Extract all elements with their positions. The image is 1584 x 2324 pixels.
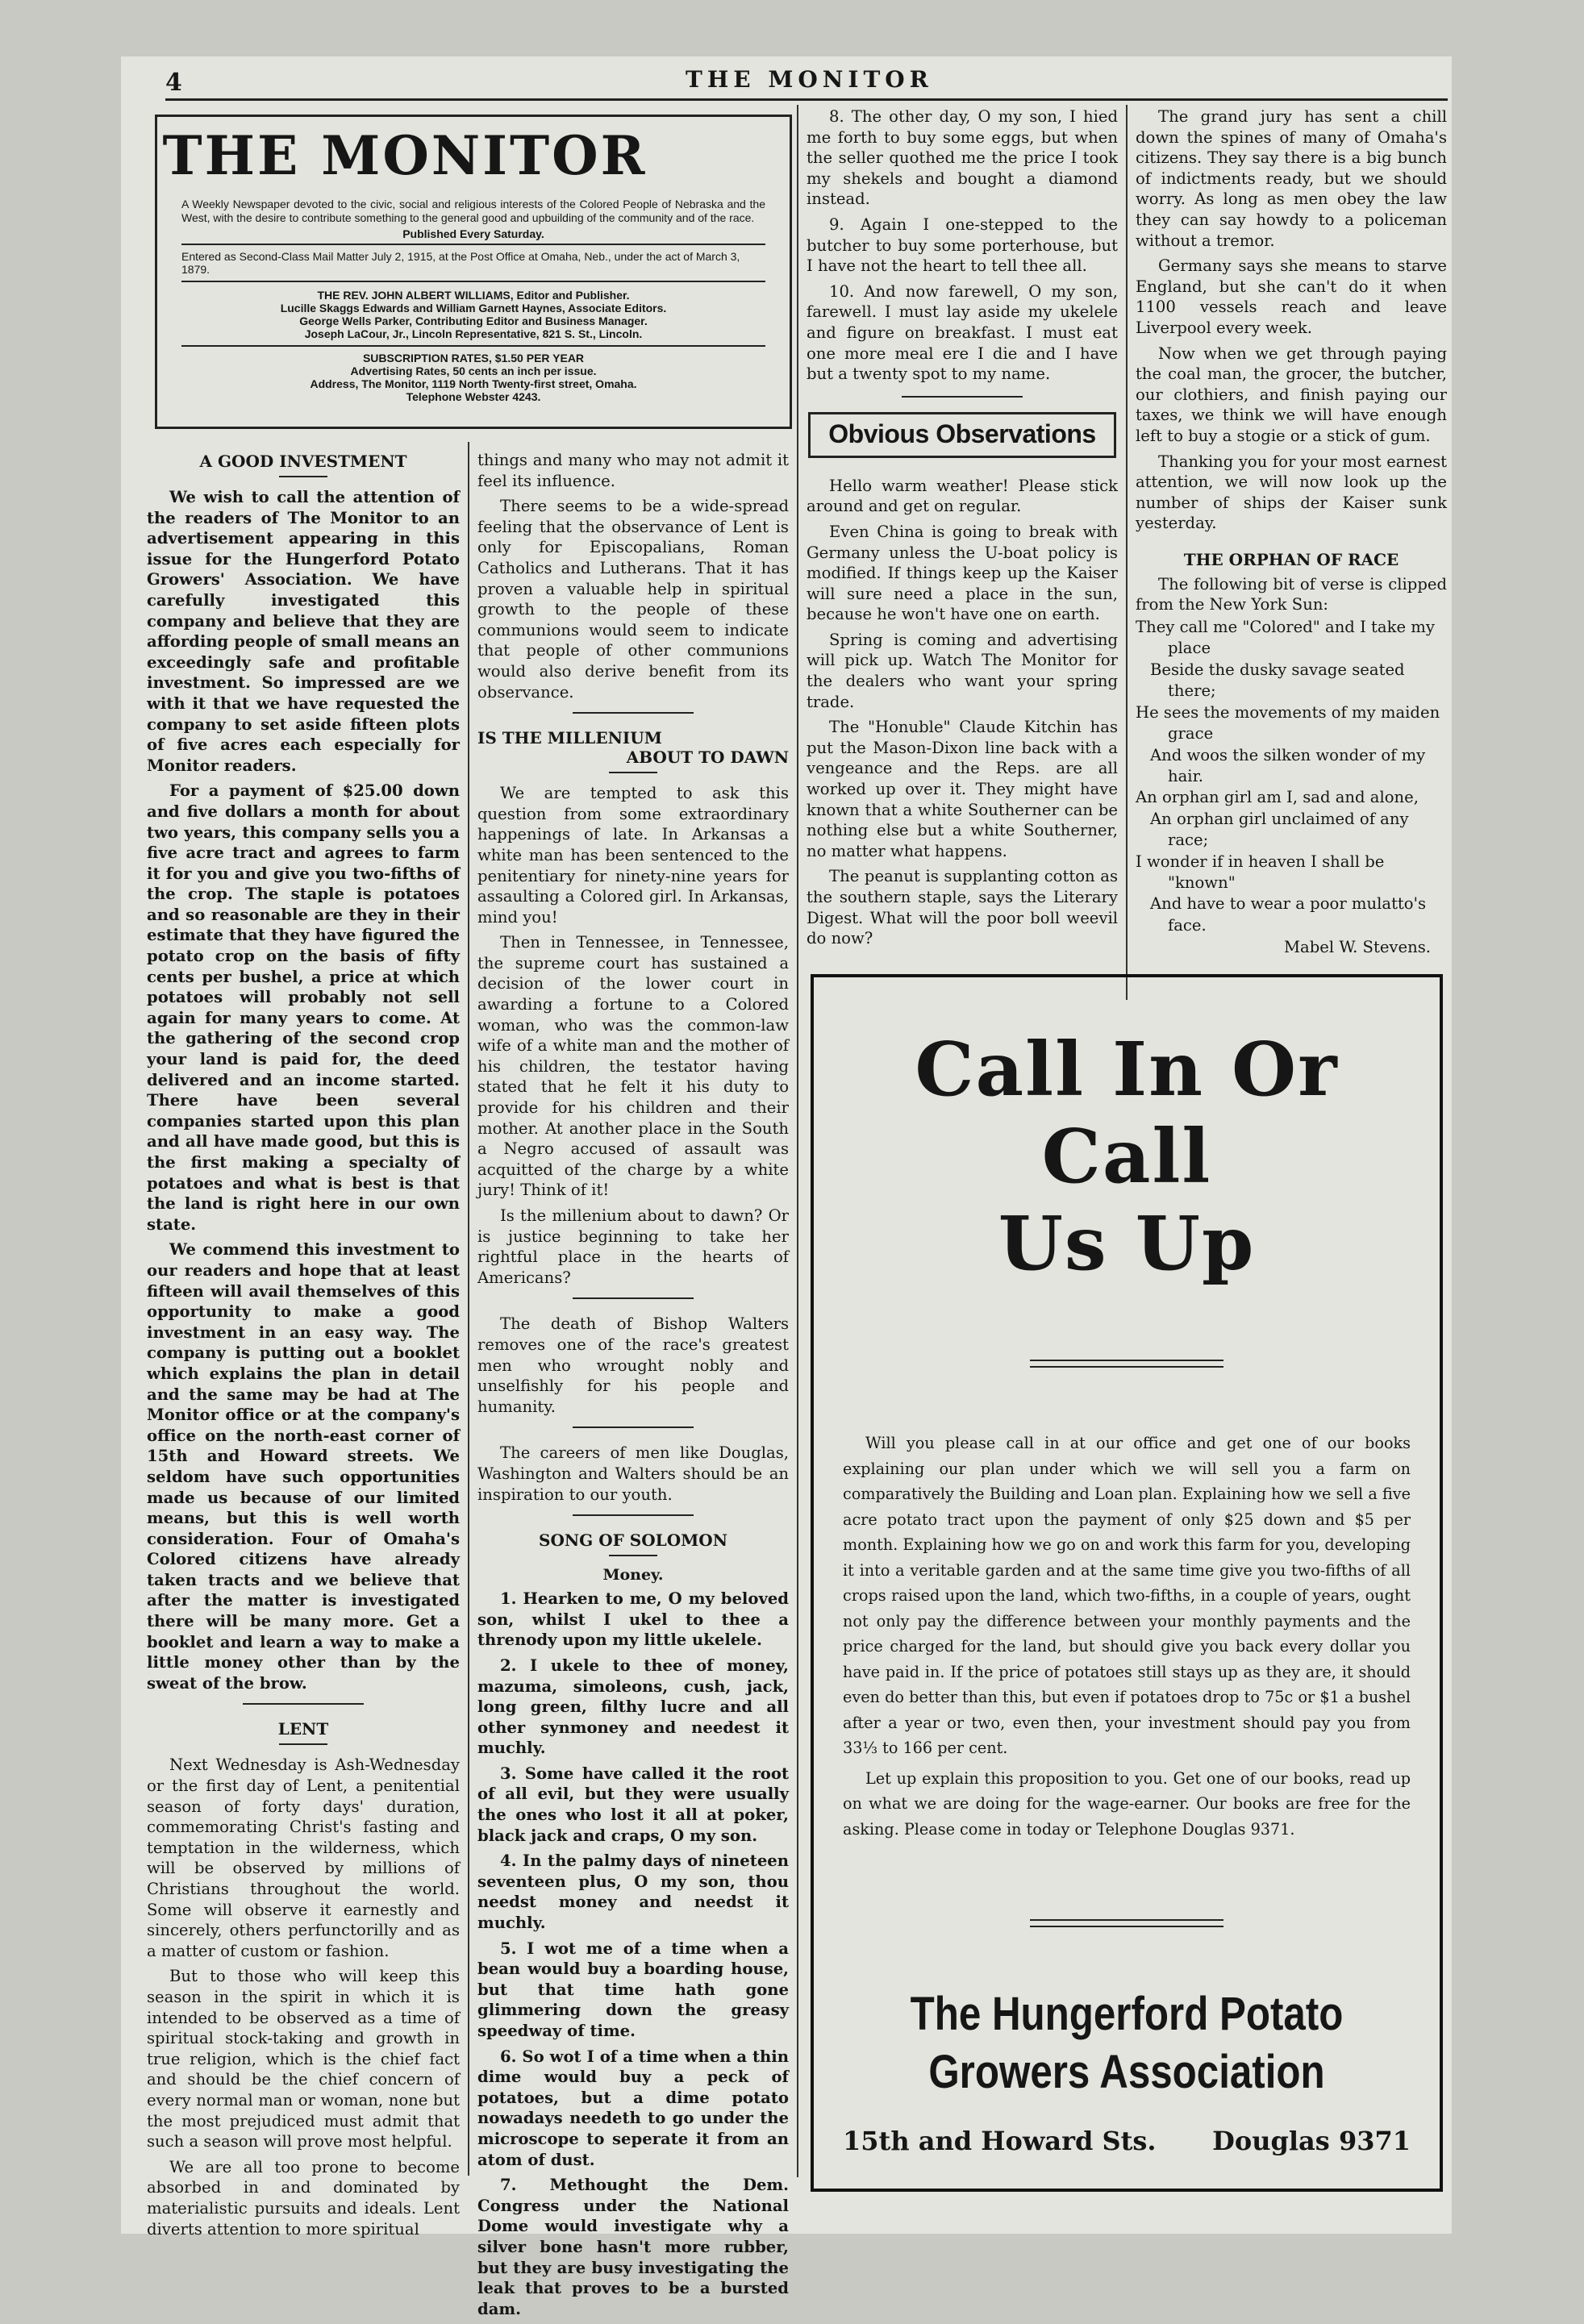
section-rule <box>243 1703 364 1705</box>
article-subtitle: Money. <box>602 1566 664 1585</box>
column-rule <box>468 442 469 2176</box>
running-title: THE MONITOR <box>686 66 933 93</box>
masthead-description: A Weekly Newspaper devoted to the civic, social and religious interests of the Colored People of Nebraska and the West, with the desire to contribute something to the general good and upbuilding of the community and of the race. <box>181 198 765 224</box>
header-rule <box>165 98 1448 101</box>
article-paragraph: We are all too prone to become absorbed in and dominated by materialistic pursuits and ideals. Lent diverts attention to more spiritual <box>147 2157 460 2239</box>
title-line: IS THE MILLENIUM <box>477 728 662 748</box>
article-paragraph: things and many who may not admit it feel its influence. <box>477 451 789 490</box>
article-paragraph: We are tempted to ask this question from some extraordinary happenings of late. In Arkansas a white man has been sentenced to the penitentiary for ninety-nine years for assaulting a Colored girl. In Arkansas, mind you! <box>477 784 789 927</box>
staff-line: Lucille Skaggs Edwards and William Garnett Haynes, Associate Editors. <box>280 302 667 314</box>
section-rule <box>573 1426 694 1428</box>
newspaper-page <box>121 56 1452 2318</box>
article-paragraph: Next Wednesday is Ash-Wednesday or the first day of Lent, a penitential season of forty days' duration, commemorating Christ's fasting and temptation in the wilderness, which will be observed by millions of Christians throughout the world. Some will observe it earnestly and sincerely, others perfunctorilly and as a matter of custom or fashion. <box>147 1755 460 1960</box>
poem-line: place <box>1168 639 1211 658</box>
article-paragraph: Then in Tennessee, in Tennessee, the supreme court has sustained a decision of the lower court in awarding a fortune to a Colored woman, who was the common-law wife of a white man and the mother of his children, the testator having stated that he felt it his duty to provide for his children and their mother. At another place in the South a Negro accused of assault was acquitted of the charge by a white jury! Think of it! <box>477 933 789 1200</box>
article-title: A GOOD INVESTMENT <box>199 452 407 471</box>
article-paragraph: We wish to call the attention of the readers of The Monitor to an advertisement appearing in this issue for the Hungerford Potato Growers' Association. We have carefully investigated this company and believe that they are affording people of small means an exceedingly safe and profitable investment. So impressed are we with it that we have requested the company to set aside fifteen plots of five acres each especially for Monitor readers. <box>147 488 460 775</box>
article-paragraph: For a payment of $25.00 down and five dollars a month for about two years, this company sells you a five acre tract and agrees to farm it for you and give you two-fifths of the crop. The staple is potatoes and so reasonable are they in their estimate that they have figured the potato crop on the basis of fifty cents per bushel, a price at which potatoes will probably not sell again for many years to come. At the gathering of the second crop your land is paid for, the deed delivered and an income started. There have been several companies started upon this plan and all have made good, but this is the first making a specialty of potatoes and what is best is that the land is right here in our own state. <box>147 781 460 1234</box>
verse-paragraph: 1. Hearken to me, O my beloved son, whilst I ukel to thee a threnody upon my little ukelele. <box>477 1589 789 1650</box>
verse-paragraph: 2. I ukele to thee of money, mazuma, simoleons, cush, jack, long green, filthy lucre and all other synmoney and needest it muchly. <box>477 1656 789 1758</box>
poem-line: And have to wear a poor mulatto's <box>1150 894 1427 914</box>
article-paragraph: The "Honuble" Claude Kitchin has put the Mason-Dixon line back with a vengeance and the Reps. are all worked up over it. They might have known that a white Southerner can be nothing else but a white Southerner, no matter what happens. <box>807 718 1118 860</box>
column-4 <box>1136 106 1447 956</box>
title-rule <box>279 476 327 477</box>
poem-line: An orphan girl unclaimed of any <box>1150 809 1409 828</box>
observations-title: Obvious Observations <box>828 419 1096 448</box>
poem-line: An orphan girl am I, sad and alone, <box>1136 788 1419 807</box>
article-title: SONG OF SOLOMON <box>539 1531 727 1551</box>
ad-company <box>886 1985 1368 2101</box>
article-paragraph: Thanking you for your most earnest attention, we will now look up the number of ships der Kaiser sunk yesterday. <box>1136 452 1447 533</box>
article-title: LENT <box>277 1719 329 1739</box>
title-rule <box>609 1555 657 1556</box>
poem-line: hair. <box>1168 766 1204 785</box>
masthead <box>155 115 792 429</box>
verse-paragraph: 3. Some have called it the root of all evil, but they were usually the ones who lost it all at poker, black jack and craps, O my son. <box>477 1764 789 1845</box>
column-2 <box>477 450 789 2324</box>
article-title: THE ORPHAN OF RACE <box>1183 549 1399 569</box>
ad-phone: Douglas 9371 <box>1212 2126 1411 2156</box>
column-rule <box>1126 105 1128 1000</box>
article-paragraph: There seems to be a wide-spread feeling that the observance of Lent is only for Episcopalians, Roman Catholics and Lutherans. That it has proven a valuable help in spiritual growth to the people of these communions would seem to indicate that people of other communions would also derive benefit from its observance. <box>477 497 789 702</box>
poem-line: They call me "Colored" and I take my <box>1136 618 1435 637</box>
observations-title-box <box>808 412 1116 458</box>
article-paragraph: Germany says she means to starve England, but she can't do it when 1100 vessels reach and leave Liverpool every week. <box>1136 256 1447 337</box>
poem-author: Mabel W. Stevens. <box>1283 938 1431 957</box>
poem-line: And woos the silken wonder of my <box>1150 745 1426 764</box>
ad-double-rule <box>1030 1360 1223 1368</box>
title-rule <box>609 772 657 773</box>
masthead-rule <box>181 244 765 245</box>
article-paragraph: The careers of men like Douglas, Washington and Walters should be an inspiration to our youth. <box>477 1443 789 1504</box>
poem-line: I wonder if in heaven I shall be <box>1136 852 1385 871</box>
ad-company-line: Growers Association <box>928 2046 1325 2098</box>
article-paragraph: The following bit of verse is clipped from the New York Sun: <box>1136 574 1447 614</box>
ad-headline <box>843 1026 1411 1287</box>
poem-line: He sees the movements of my maiden <box>1136 702 1440 722</box>
poem <box>1136 617 1447 936</box>
verse-paragraph: 10. And now farewell, O my son, farewell. I must lay aside my ukelele and figure on breakfast. I must eat one more meal ere I die and I have but a twenty spot to my name. <box>807 281 1118 384</box>
rates-line: Address, The Monitor, 1119 North Twenty-first street, Omaha. <box>310 377 637 390</box>
section-rule <box>573 1514 694 1516</box>
column-rule <box>797 105 798 2177</box>
section-rule <box>573 712 694 714</box>
title-line: ABOUT TO DAWN <box>626 748 789 768</box>
article-paragraph: Hello warm weather! Please stick around and get on regular. <box>807 476 1118 516</box>
advertisement <box>811 974 1443 2192</box>
ad-double-rule <box>1030 1919 1223 1927</box>
ad-company-line: The Hungerford Potato <box>910 1988 1344 2040</box>
ad-headline-line: Us Up <box>998 1200 1256 1287</box>
masthead-rates <box>181 352 765 403</box>
masthead-entered: Entered as Second-Class Mail Matter July 2, 1915, at the Post Office at Omaha, Neb., under the act of March 3, 1879. <box>181 250 740 276</box>
masthead-rule <box>181 345 765 347</box>
page-number: 4 <box>165 69 182 97</box>
article-paragraph: We commend this investment to our readers and hope that at least fifteen will avail themselves of this opportunity to make a good investment in an easy way. The company is putting out a booklet which explains the plan in detail and the same may be had at The Monitor office or at the company's office on the north-east corner of 15th and Howard streets. We seldom have such opportunities made us because of our limited means, but this is well worth consideration. Four of Omaha's Colored citizens have already taken tracts and we believe that after the matter is investigated there will be many more. Get a booklet and learn a way to make a little money other than by the sweat of the brow. <box>147 1240 460 1693</box>
staff-line: Joseph LaCour, Jr., Lincoln Representative, 821 S. St., Lincoln. <box>304 327 643 340</box>
verse-paragraph: 8. The other day, O my son, I hied me forth to buy some eggs, but when the seller quothed me the price I took my shekels and bought a diamond instead. <box>807 107 1118 209</box>
masthead-published: Published Every Saturday. <box>402 227 544 240</box>
poem-line: "known" <box>1168 873 1236 892</box>
staff-line: George Wells Parker, Contributing Editor and Business Manager. <box>299 314 648 327</box>
rates-line: SUBSCRIPTION RATES, $1.50 PER YEAR <box>362 352 585 364</box>
column-3 <box>807 106 1118 954</box>
spacer <box>1136 539 1447 550</box>
verse-paragraph: 9. Again I one-stepped to the butcher to buy some porterhouse, but I have not the heart to tell thee all. <box>807 214 1118 276</box>
section-rule <box>573 1297 694 1299</box>
article-paragraph: Now when we get through paying the coal man, the grocer, the butcher, our clothiers, and finish paying our taxes, we think we will have enough left to buy a stogie or a stick of gum. <box>1136 344 1447 445</box>
article-paragraph: The grand jury has sent a chill down the spines of many of Omaha's citizens. They say there is a big bunch of indictments ready, but we should worry. As long as men obey the law they can say howdy to a policeman without a tremor. <box>1136 107 1447 250</box>
verse-paragraph: 4. In the palmy days of nineteen seventeen plus, O my son, thou needst money and needst it muchly. <box>477 1851 789 1933</box>
rates-line: Advertising Rates, 50 cents an inch per issue. <box>350 364 597 377</box>
ad-footer <box>843 2126 1411 2156</box>
poem-line: race; <box>1168 831 1209 850</box>
article-paragraph: Is the millenium about to dawn? Or is justice beginning to take her rightful place in the hearts of Americans? <box>477 1206 789 1287</box>
masthead-title: THE MONITOR <box>162 124 648 187</box>
staff-line: THE REV. JOHN ALBERT WILLIAMS, Editor and Publisher. <box>317 289 630 302</box>
ad-headline-line: Call In Or Call <box>915 1026 1339 1200</box>
verse-paragraph: 7. Methought the Dem. Congress under the National Dome would investigate why a silver bone hasn't more rubber, but they are busy investigating the leak that proves to be a bursted dam. <box>477 2176 789 2318</box>
verse-paragraph: 6. So wot I of a time when a thin dime would buy a peck of potatoes, but a dime potato nowadays needeth to go under the microscope to seperate it from an atom of dust. <box>477 2047 789 2169</box>
article-paragraph: The peanut is supplanting cotton as the southern staple, says the Literary Digest. What will the poor boll weevil do now? <box>807 867 1118 948</box>
ad-address: 15th and Howard Sts. <box>843 2126 1157 2156</box>
rates-line: Telephone Webster 4243. <box>406 390 541 403</box>
poem-line: Beside the dusky savage seated <box>1150 660 1405 679</box>
masthead-staff <box>181 289 765 340</box>
verse-paragraph: 5. I wot me of a time when a bean would buy a boarding house, but that time hath gone glimmering down the greasy speedway of time. <box>477 1939 789 2040</box>
ad-body: Let up explain this proposition to you. Get one of our books, read up on what we are doing for the wage-earner. Our books are free for the asking. Please come in today or Telephone Douglas 9371. <box>843 1768 1411 1839</box>
article-paragraph: Even China is going to break with Germany unless the U-boat policy is modified. If things keep up the Kaiser will sure need a place in the sun, because he won't have one on earth. <box>807 522 1118 624</box>
column-1 <box>147 452 460 2244</box>
poem-line: face. <box>1168 915 1207 935</box>
title-rule <box>279 1743 327 1745</box>
article-paragraph: But to those who will keep this season in the spirit in which it is intended to be observed as a time of spiritual stock-taking and growth in true religion, which is the chief fact and should be the chief concern of every normal man or woman, none but the most prejudiced must admit that such a season will prove most helpful. <box>147 1967 460 2151</box>
masthead-rule <box>181 281 765 282</box>
article-paragraph: Spring is coming and advertising will pick up. Watch The Monitor for the dealers who want your spring trade. <box>807 630 1118 711</box>
ad-body: Will you please call in at our office and get one of our books explaining our plan under which we will sell you a farm on comparatively the Building and Loan plan. Explaining how we sell a five acre potato tract upon the payment of only $25 down and $5 per month. Explaining how we go on and work this farm for you, developing it into a veritable garden and at the same time give you two-fifths of all crops raised upon the land, which two-fifths, in a couple of years, ought not only pay the difference between your monthly payments and the price charged for the land, but should give you back every dollar you have paid in. If the price of potatoes still stays up as they are, it should even do better than this, but even if potatoes drop to 75c or $1 a bushel after a year or two, even then, your investment should pay you from 33⅓ to 166 per cent. <box>843 1434 1411 1757</box>
article-paragraph: The death of Bishop Walters removes one of the race's greatest men who wrought nobly and unselfishly for his people and humanity. <box>477 1314 789 1416</box>
poem-line: there; <box>1168 681 1216 701</box>
section-rule <box>902 396 1023 398</box>
article-title <box>477 728 789 767</box>
poem-line: grace <box>1168 724 1214 743</box>
